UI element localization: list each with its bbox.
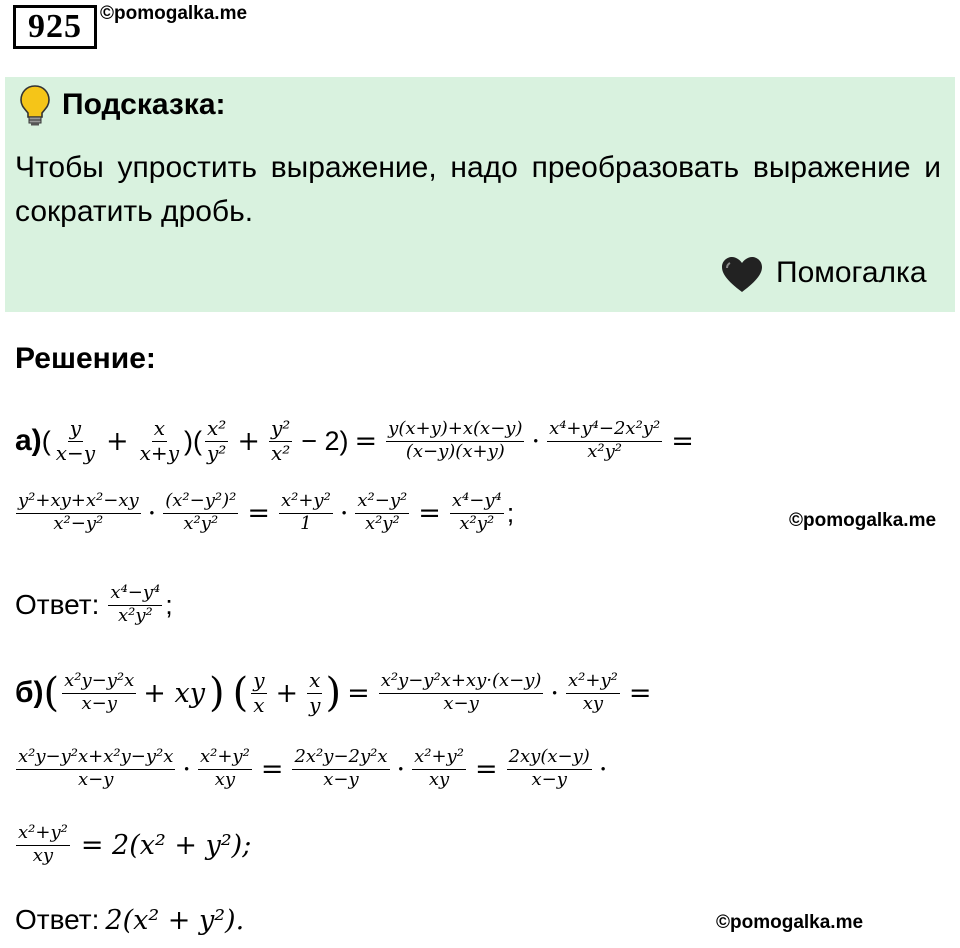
watermark-top: ©pomogalka.me — [100, 3, 248, 24]
part-a-row1: а) ( $\frac{y}{x-y}$ + $\frac{x}{x+y}$ )( $\frac{\text{x²}}{\text{y²}}$ + $\frac{\text{y²}}{\text{x²}}$ − 2) = $\frac{y(x+y)+x(x-y)}{(x-y)(x+y)}$ · $\frac{\text{x⁴+y⁴−2x²y²}}{\text{x²y²}}$ = — [15, 416, 694, 465]
fraction: $\frac{y}{x}$ — [253, 668, 265, 717]
part-a-label: а) — [15, 424, 42, 457]
task-number: 925 — [13, 5, 97, 49]
fraction: $\frac{\text{x²+y²}}{1}$ — [280, 490, 331, 534]
fraction: $\frac{\text{y²+xy+x²−xy}}{\text{x²−y²}}$ — [18, 490, 139, 534]
hint-title: Подсказка: — [62, 88, 226, 121]
fraction: $\frac{\text{x²}}{\text{y²}}$ — [206, 416, 227, 465]
hint-text: Чтобы упростить выражение, надо преобразовать выражение и сократить дробь. — [15, 151, 941, 228]
fraction: $\frac{\text{x²+y²}}{xy}$ — [199, 746, 250, 790]
fraction: $\frac{\text{x²y−y²x+x²y−y²x}}{x-y}$ — [18, 746, 174, 790]
fraction: $\frac{\text{y²}}{\text{x²}}$ — [270, 416, 291, 465]
part-b-label: б) — [15, 676, 44, 709]
brand-label: Помогалка — [776, 256, 927, 289]
answer-fraction: $\frac{\text{x⁴−y⁴}}{\text{x²y²}}$ — [110, 582, 161, 626]
watermark-mid: ©pomogalka.me — [789, 510, 937, 531]
fraction: $\frac{\text{x²y−y²x}}{x-y}$ — [64, 670, 135, 714]
fraction: $\frac{\text{x²+y²}}{xy}$ — [414, 746, 464, 790]
fraction: $\frac{y}{x-y}$ — [55, 416, 96, 465]
part-a-answer: Ответ: $\frac{\text{x⁴−y⁴}}{\text{x²y²}}$ ; — [15, 582, 173, 626]
fraction: $\frac{\text{x⁴−y⁴}}{\text{x²y²}}$ — [451, 490, 502, 534]
fraction: $\frac{x}{y}$ — [309, 668, 321, 717]
solution-title: Решение: — [15, 342, 156, 375]
watermark-bottom: ©pomogalka.me — [716, 912, 864, 933]
fraction: $\frac{\text{x²y−y²x+xy·(x−y)}}{x-y}$ — [380, 670, 542, 714]
part-b-answer: Ответ: 2(x² + y²). — [15, 904, 245, 936]
fraction: $\frac{\text{x²+y²}}{xy}$ — [568, 670, 618, 714]
lightbulb-icon — [18, 84, 52, 126]
fraction: $\frac{x}{x+y}$ — [139, 416, 179, 465]
heart-icon — [720, 256, 764, 294]
part-a-row2: $\frac{\text{y²+xy+x²−xy}}{\text{x²−y²}}$ · $\frac{\text{(x²−y²)²}}{\text{x²y²}}$ = $\frac{\text{x²+y²}}{1}$ · $\frac{\text{x²−y²}}{\text{x²y²}}$ = $\frac{\text{x⁴−y⁴}}{\text{x²y²}}$ ; — [18, 490, 515, 534]
part-b-row3: $\frac{\text{x²+y²}}{xy}$ = 2(x² + y²); — [18, 822, 252, 866]
fraction: $\frac{\text{x⁴+y⁴−2x²y²}}{\text{x²y²}}$ — [549, 418, 661, 462]
fraction: $\frac{\text{(x²−y²)²}}{\text{x²y²}}$ — [165, 490, 237, 534]
fraction: $\frac{\text{x²+y²}}{xy}$ — [18, 822, 68, 866]
part-b-row2: $\frac{\text{x²y−y²x+x²y−y²x}}{x-y}$ · $\frac{\text{x²+y²}}{xy}$ = $\frac{\text{2x²y−2y²x}}{x-y}$ · $\frac{\text{x²+y²}}{xy}$ = $\frac{2xy(x-y)}{x-y}$ · — [18, 746, 608, 790]
fraction: $\frac{y(x+y)+x(x-y)}{(x-y)(x+y)}$ — [388, 418, 523, 462]
fraction: $\frac{\text{x²−y²}}{\text{x²y²}}$ — [357, 490, 408, 534]
fraction: $\frac{2xy(x-y)}{x-y}$ — [508, 746, 590, 790]
part-b-row1: б) ( $\frac{\text{x²y−y²x}}{x-y}$ + xy ) ( $\frac{y}{x}$ + $\frac{x}{y}$ ) = $\frac{\text{x²y−y²x+xy·(x−y)}}{x-y}$ · $\frac{\text{x²+y²}}{xy}$ = — [15, 668, 652, 717]
fraction: $\frac{\text{2x²y−2y²x}}{x-y}$ — [294, 746, 388, 790]
